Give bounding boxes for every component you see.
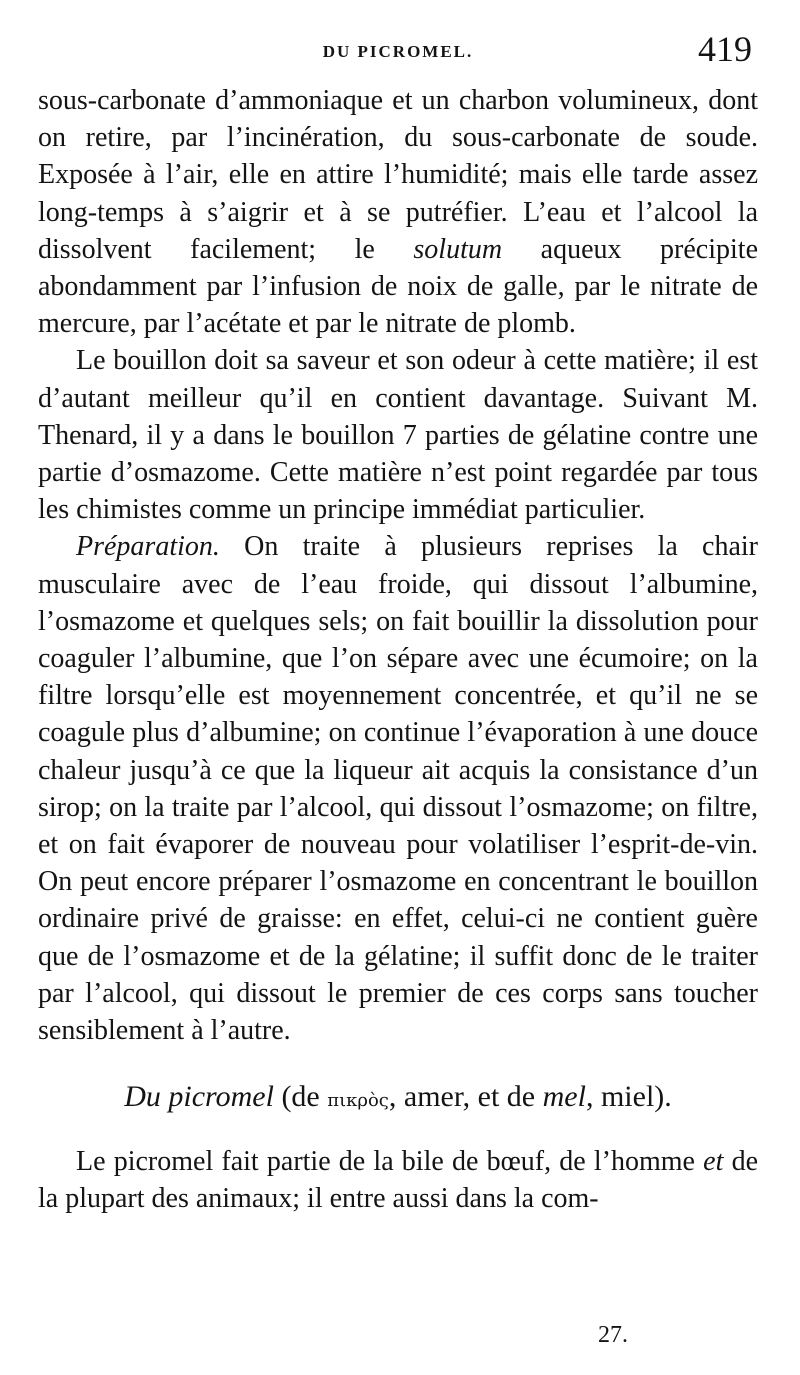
page-number: 419 (698, 29, 752, 69)
paragraph-4-text-a: Le picromel fait partie de la bile de bœuf, de l’homme (76, 1146, 695, 1178)
preparation-label: Préparation. (76, 531, 220, 563)
paragraph-1-text-rest: aqueux précipite abondamment par l’infusion de noix de galle, par le nitrate de mercure, par l’acétate et par le nitrate de plomb. (38, 233, 759, 340)
paragraph-1 (38, 82, 758, 342)
paragraph-3 (38, 528, 758, 1049)
running-head (38, 26, 758, 82)
paragraph-4-text-b: de la plupart des animaux; il entre aussi dans la com- (38, 1146, 759, 1215)
solutum-italic: solutum (413, 233, 503, 265)
paragraph-3-text: On traite à plusieurs reprises la chair musculaire avec de l’eau froide, qui dissout l’albumine, l’osmazome et quelques sels; on fait bouillir la dissolution pour coaguler l’albumine, que l’on sépare avec une écumoire; on la filtre lorsqu’elle est moyennement concentrée, et qu’il ne se coagule plus d’albumine; on continue l’évaporation à une douce chaleur jusqu’à ce que la liqueur ait acquis la consistance d’un sirop; on la traite par l’alcool, qui dissout l’osmazome; on filtre, et on fait évaporer de nouveau pour volatiliser l’esprit-de-vin. On peut encore préparer l’osmazome en concentrant le bouillon ordinaire privé de graisse: en effet, celui-ci ne contient guère que de l’osmazome et de la gélatine; il suffit donc de le traiter par l’alcool, qui dissout le premier de ces corps sans toucher sensiblement à l’autre. (38, 531, 759, 1047)
section-heading-mid: , amer, et de (388, 1080, 536, 1114)
paragraph-1-text: sous-carbonate d’ammoniaque et un charbon volumineux, dont on retire, par l’incinération, du sous-carbonate de soude. Exposée à l’air, elle en attire l’humidité; mais elle tarde assez long-temps à s’aigrir et à se putréfier. L’eau et l’alcool la dissolvent facilement; le (38, 85, 758, 265)
section-heading-end: , miel). (585, 1080, 672, 1114)
paragraph-4 (38, 1143, 758, 1217)
paragraph-2: Le bouillon doit sa saveur et son odeur à cette matière; il est d’autant meilleur qu’il en contient davantage. Suivant M. Thenard, il y a dans le bouillon 7 parties de gélatine contre une partie d’osmazome. Cette matière n’est point regardée par tous les chimistes comme un principe immédiat particulier. (38, 345, 758, 526)
section-heading-paren: (de (281, 1080, 320, 1114)
paragraph-4-et: et (703, 1146, 724, 1178)
section-heading-mel: mel (542, 1080, 586, 1114)
section-heading (38, 1077, 758, 1121)
running-title: DU PICROMEL. (322, 42, 474, 61)
section-heading-title: Du picromel (124, 1080, 274, 1114)
signature-mark: 27. (598, 1322, 628, 1348)
section-heading-greek: πικρὸς (327, 1090, 389, 1112)
